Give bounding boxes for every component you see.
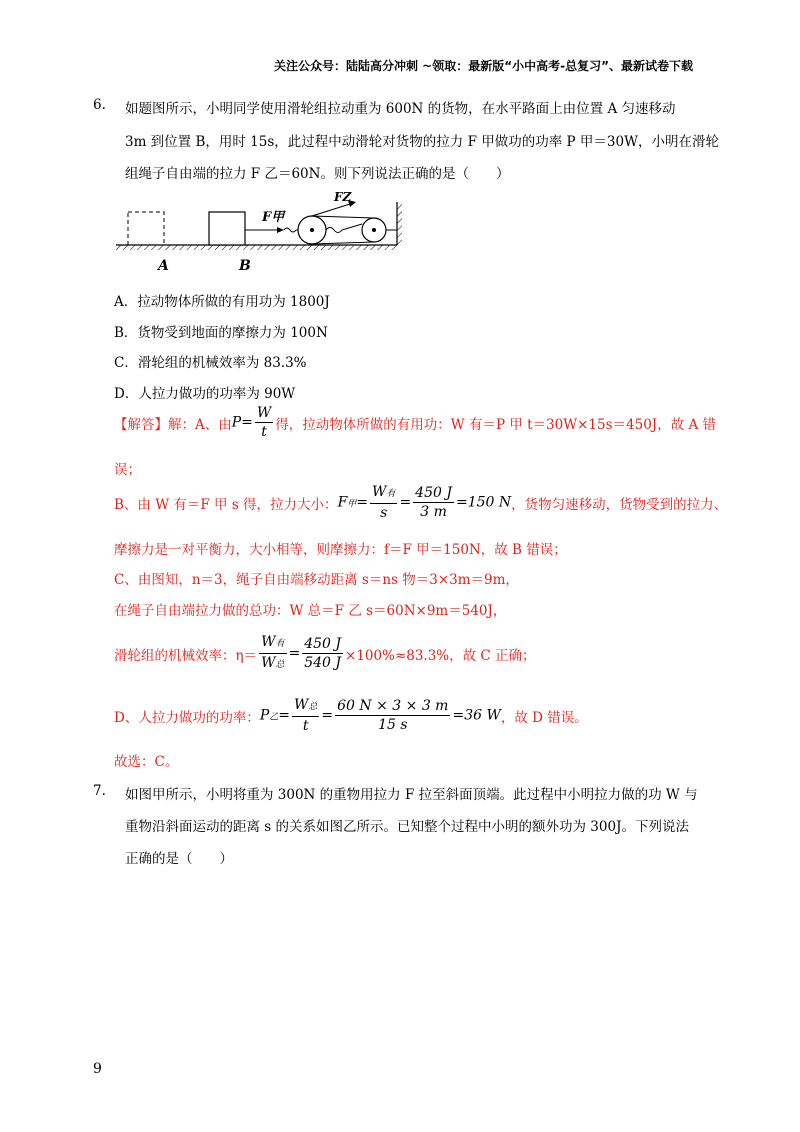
answer-b-continued: 摩擦力是一对平衡力，大小相等，则摩擦力：f＝F 甲＝150N，故 B 错误； — [114, 542, 567, 558]
option-d: D．人拉力做功的功率为 90W — [114, 386, 296, 402]
label-f-yi: FZ — [334, 190, 352, 204]
question-7-line-3: 正确的是（ ） — [125, 851, 233, 867]
question-6-line-2: 3m 到位置 B，用时 15s，此过程中动滑轮对货物的拉力 F 甲做功的功率 P 甲＝30W，小明在滑轮 — [125, 134, 719, 150]
label-b: B — [239, 258, 251, 274]
math-sub-jia: 甲 — [347, 499, 357, 510]
pulley-figure — [112, 190, 412, 280]
fixed-pulley-axle — [372, 228, 376, 232]
label-f-jia: F甲 — [262, 210, 285, 225]
fraction-450-540 — [302, 636, 343, 671]
arrow-f-jia — [277, 227, 284, 233]
frac-num: 60 N × 3 × 3 m — [337, 698, 449, 714]
answer-b-text: ，货物匀速移动，货物受到的拉力、 — [511, 496, 728, 513]
math-result-36: 36 W — [464, 707, 501, 724]
answer-b-prefix: B、由 W 有＝F 甲 s 得，拉力大小： — [114, 496, 338, 513]
question-6-line-3: 组绳子自由端的拉力 F 乙＝60N。则下列说法正确的是（ ） — [125, 166, 510, 182]
answer-c-line-2: 在绳子自由端拉力做的总功：W 总＝F 乙 s＝60N×9m＝540J， — [114, 603, 507, 619]
question-6-line-1: 如题图所示，小明同学使用滑轮组拉动重为 600N 的货物，在水平路面上由位置 A 匀速移动 — [125, 101, 676, 117]
math-sub-zong: 总 — [308, 702, 318, 712]
rope-middle — [326, 224, 362, 233]
math-eq: = — [278, 707, 290, 724]
frac-num — [259, 634, 286, 654]
fraction-w-s — [370, 484, 397, 521]
rope-bottom — [312, 242, 374, 244]
answer-final: 故选：C。 — [114, 754, 179, 770]
question-7-number: 7. — [93, 783, 106, 799]
answer-c-line-3 — [114, 634, 536, 673]
box-position-b — [209, 212, 245, 245]
wall-hatch — [397, 202, 402, 245]
question-7-line-1: 如图甲所示，小明将重为 300N 的重物用拉力 F 拉至斜面顶端。此过程中小明拉力做的功 W 与 — [125, 787, 698, 803]
formula-power — [232, 405, 276, 440]
fraction-450-3 — [413, 485, 454, 520]
formula-power-d — [260, 697, 501, 734]
frac-den: t — [302, 718, 309, 734]
frac-num — [292, 697, 319, 717]
frac-num: W — [256, 405, 272, 421]
answer-a-text: 得，拉动物体所做的有用功：W 有＝P 甲 t＝30W×15s＝450J，故 A 错 — [275, 416, 717, 433]
hook-1 — [284, 228, 296, 232]
frac-den: 540 J — [304, 655, 342, 671]
frac-num: 450 J — [304, 636, 342, 652]
answer-c-text: ×100%≈83.3%，故 C 正确； — [345, 647, 536, 664]
box-position-a — [128, 212, 164, 245]
frac-den: 15 s — [378, 717, 408, 733]
rope-top — [312, 216, 374, 218]
fraction-wyou-wzong — [259, 634, 286, 673]
math-w: W — [294, 697, 309, 713]
frac-num — [370, 484, 397, 504]
page-header: 关注公众号：陆陆高分冲刺 ~领取：最新版“小中高考-总复习”、最新试卷下载 — [274, 59, 693, 73]
math-sub-you: 有 — [275, 639, 285, 649]
answer-a-line — [114, 405, 716, 440]
math-eq: = — [288, 645, 301, 662]
answer-d-line — [114, 697, 588, 734]
option-b: B．货物受到地面的摩擦力为 100N — [114, 325, 328, 341]
formula-force — [338, 484, 512, 521]
answer-a-continued: 误； — [114, 462, 141, 478]
math-sub-zong: 总 — [275, 660, 285, 670]
question-7-line-2: 重物沿斜面运动的距离 s 的关系如图乙所示。已知整个过程中小明的额外功为 300J。下列说法 — [125, 819, 689, 835]
option-c: C．滑轮组的机械效率为 83.3% — [114, 355, 307, 371]
math-p: P — [231, 414, 242, 431]
math-w: W — [261, 655, 276, 671]
frac-den: s — [380, 505, 388, 521]
fraction-product — [335, 698, 450, 733]
frac-num: 450 J — [415, 485, 452, 501]
answer-tag: 【解答】 — [114, 416, 168, 433]
answer-c-line-1: C、由图知，n＝3，绳子自由端移动距离 s＝ns 物＝3×3m＝9m， — [114, 572, 519, 588]
math-sub-yi: 乙 — [269, 712, 279, 723]
answer-b-line — [114, 484, 727, 521]
frac-den — [259, 654, 286, 673]
math-eq: = — [399, 494, 412, 511]
answer-d-prefix: D、人拉力做功的功率： — [114, 709, 260, 726]
answer-c-prefix: 滑轮组的机械效率：η＝ — [114, 647, 258, 664]
frac-den: 3 m — [420, 504, 447, 520]
math-eq: = — [455, 494, 468, 511]
math-eq: = — [241, 414, 253, 431]
math-eq: = — [452, 707, 465, 724]
math-sub-you: 有 — [386, 489, 396, 499]
math-f: F — [337, 494, 348, 511]
math-w: W — [261, 634, 276, 650]
label-a: A — [158, 258, 169, 274]
answer-d-text: ，故 D 错误。 — [500, 709, 588, 726]
rope-free-end — [312, 204, 350, 216]
math-p: P — [259, 707, 270, 724]
math-eq: = — [356, 494, 369, 511]
math-eq: = — [321, 707, 334, 724]
page-number: 9 — [93, 1061, 102, 1077]
math-w: W — [372, 484, 387, 500]
ground-hatch — [116, 245, 397, 250]
fraction-wzong-t — [292, 697, 319, 734]
option-a: A．拉动物体所做的有用功为 1800J — [114, 294, 330, 310]
answer-a-prefix: 解：A、由 — [168, 416, 232, 433]
frac-den: t — [261, 424, 267, 440]
movable-pulley-axle — [310, 228, 314, 232]
math-result-150: 150 N — [467, 494, 512, 511]
fraction-w-t — [255, 405, 273, 440]
question-6-number: 6. — [93, 97, 106, 113]
formula-efficiency — [257, 634, 345, 673]
